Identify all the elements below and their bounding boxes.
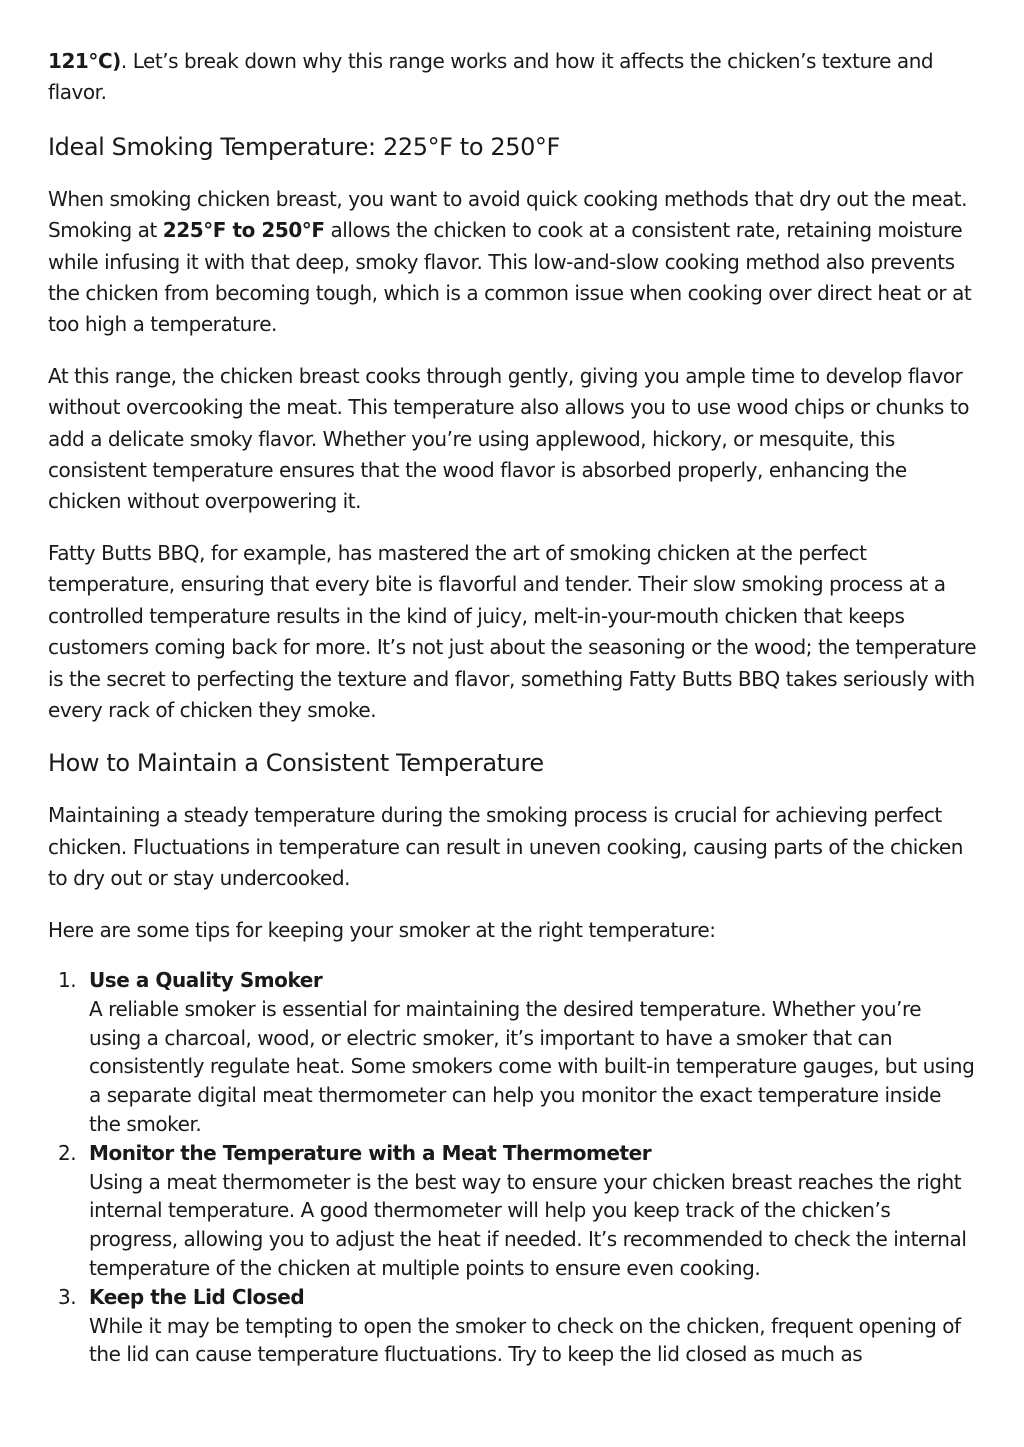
- bold-temperature-range: 225°F to 250°F: [162, 218, 325, 243]
- list-item: [48, 1283, 978, 1369]
- paragraph-text: When smoking chicken breast, you want to avoid quick cooking methods that dry out the meat. Smoking at: [48, 186, 968, 243]
- list-item-number: 2.: [58, 1140, 77, 1165]
- list-item-number: 3.: [58, 1284, 77, 1309]
- intro-text: . Let’s break down why this range works and how it affects the chicken’s texture and flavor.: [48, 49, 934, 105]
- tips-list: [48, 966, 978, 1369]
- paragraph-fatty-butts-bbq: Fatty Butts BBQ, for example, has mastered the art of smoking chicken at the perfect temperature, ensuring that every bite is flavorful and tender. Their slow smoking process at a controlled temperature results in the kind of juicy, melt-in-your-mouth chicken that keeps customers coming back for more. It’s not just about the seasoning or the wood; the temperature is the secret to perfecting the texture and flavor, something Fatty Butts BBQ takes seriously with every rack of chicken they smoke.: [48, 540, 977, 722]
- paragraph-gentle-cooking: At this range, the chicken breast cooks through gently, giving you ample time to develop flavor without overcooking the meat. This temperature also allows you to use wood chips or chunks to add a delicate smoky flavor. Whether you’re using applewood, hickory, or mesquite, this consistent temperature ensures that the wood flavor is absorbed properly, enhancing the chicken without overpowering it.: [48, 363, 969, 514]
- list-item-body: A reliable smoker is essential for maintaining the desired temperature. Whether you’re using a charcoal, wood, or electric smoker, it’s important to have a smoker that can consistently regulate heat. Some smokers come with built-in temperature gauges, but using a separate digital meat thermometer can help you monitor the exact temperature inside the smoker.: [89, 996, 975, 1136]
- list-item: [48, 966, 978, 1139]
- document-page: [48, 46, 978, 1369]
- list-item: [48, 1139, 978, 1283]
- list-item-body: Using a meat thermometer is the best way to ensure your chicken breast reaches the right internal temperature. A good thermometer will help you keep track of the chicken’s progress, allowing you to adjust the heat if needed. It’s recommended to check the internal temperature of the chicken at multiple points to ensure even cooking.: [89, 1169, 967, 1280]
- paragraph-text: allows the chicken to cook at a consistent rate, retaining moisture while infusing it with that deep, smoky flavor. This low-and-slow cooking method also prevents the chicken from becoming tough, which is a common issue when cooking over direct heat or at too high a temperature.: [48, 218, 972, 337]
- intro-bold-temperature: 121°C): [48, 49, 121, 73]
- list-item-body: While it may be tempting to open the smoker to check on the chicken, frequent opening of the lid can cause temperature fluctuations. Try to keep the lid closed as much as: [89, 1313, 961, 1367]
- paragraph-steady-temperature: Maintaining a steady temperature during the smoking process is crucial for achieving perfect chicken. Fluctuations in temperature can result in uneven cooking, causing parts of the chicken to dry out or stay undercooked.: [48, 803, 963, 891]
- heading-ideal-smoking-temperature: Ideal Smoking Temperature: 225°F to 250°F: [48, 132, 560, 161]
- list-item-title: Monitor the Temperature with a Meat Thermometer: [89, 1140, 652, 1165]
- paragraph-tips-intro: Here are some tips for keeping your smoker at the right temperature:: [48, 917, 716, 942]
- paragraph-avoid-quick-cooking: [48, 184, 978, 341]
- list-item-title: Use a Quality Smoker: [89, 967, 323, 992]
- list-item-number: 1.: [58, 967, 77, 992]
- list-item-title: Keep the Lid Closed: [89, 1284, 305, 1309]
- intro-paragraph: [48, 46, 978, 109]
- heading-maintain-temperature: How to Maintain a Consistent Temperature: [48, 749, 544, 778]
